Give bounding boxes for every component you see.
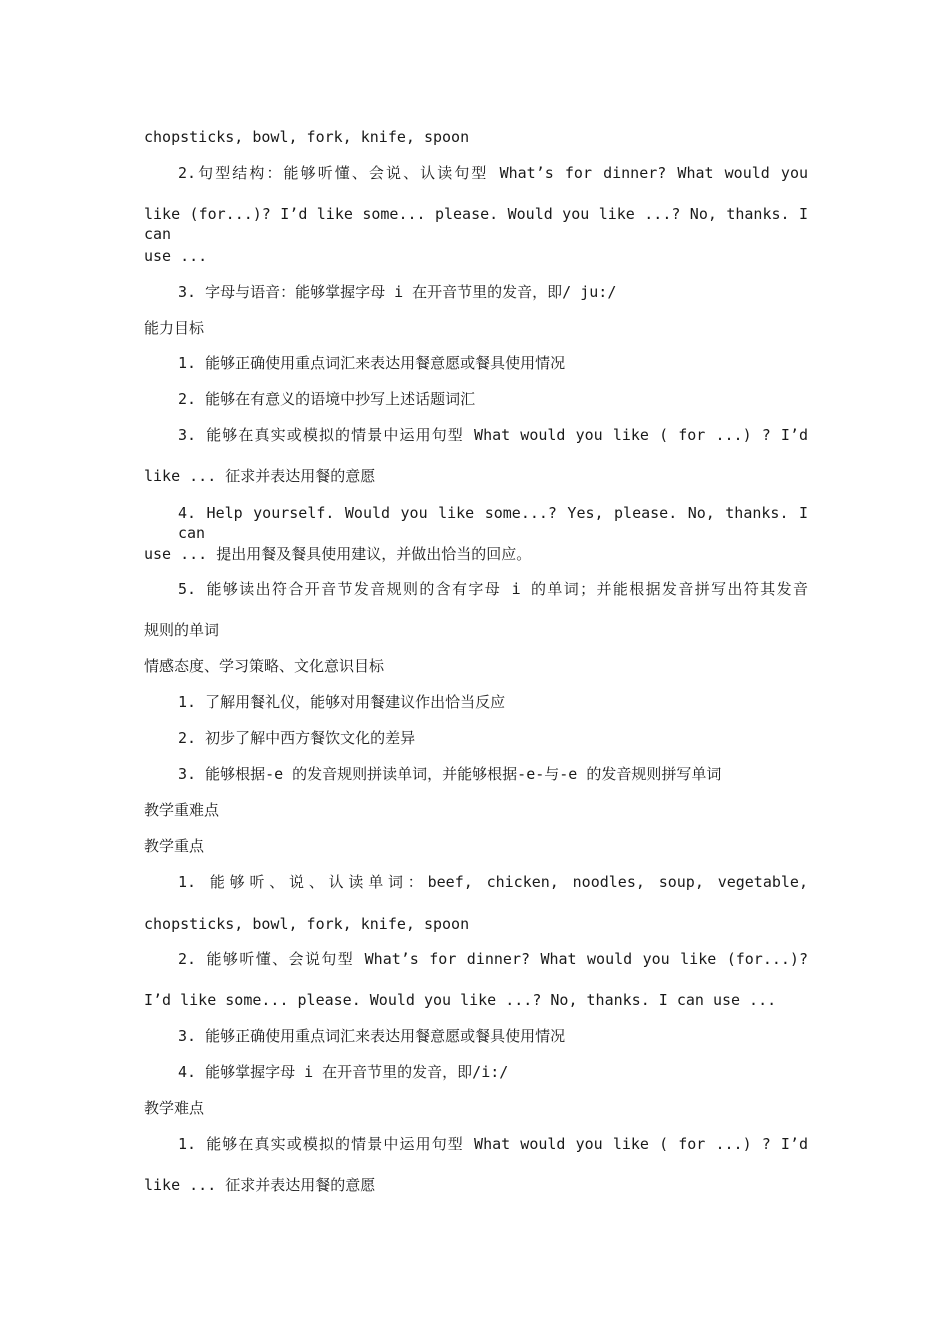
text-line: like ... 征求并表达用餐的意愿 [144, 467, 376, 485]
text-line: 3. 能够在真实或模拟的情景中运用句型 What would you like ( for ...) ? I’d [178, 426, 808, 444]
section-heading: 教学难点 [144, 1099, 205, 1117]
text-line: 3. 能够根据-e 的发音规则拼读单词，并能够根据-e-与-e 的发音规则拼写单词 [178, 765, 722, 783]
text-line: like ... 征求并表达用餐的意愿 [144, 1176, 376, 1194]
text-line: 1. 了解用餐礼仪，能够对用餐建议作出恰当反应 [178, 693, 506, 711]
text-line: use ... 提出用餐及餐具使用建议，并做出恰当的回应。 [144, 545, 532, 563]
text-line: chopsticks, bowl, fork, knife, spoon [144, 915, 470, 933]
section-heading: 情感态度、学习策略、文化意识目标 [144, 657, 385, 675]
section-heading: 能力目标 [144, 319, 205, 337]
text-line: like (for...)? I’d like some... please. Would you like ...? No, thanks. I can [144, 205, 808, 243]
text-line: 1. 能够正确使用重点词汇来表达用餐意愿或餐具使用情况 [178, 354, 566, 372]
section-heading: 教学重点 [144, 837, 205, 855]
text-line: 1. 能够听、说、认读单词：beef, chicken, noodles, soup, vegetable, [178, 873, 808, 891]
text-line: 2. 能够在有意义的语境中抄写上述话题词汇 [178, 390, 476, 408]
text-line: chopsticks, bowl, fork, knife, spoon [144, 128, 470, 146]
text-line: 5. 能够读出符合开音节发音规则的含有字母 i 的单词；并能根据发音拼写出符其发音 [178, 580, 808, 598]
text-line: 规则的单词 [144, 621, 220, 639]
text-line: I’d like some... please. Would you like ...? No, thanks. I can use ... [144, 991, 777, 1009]
text-line: 2. 初步了解中西方餐饮文化的差异 [178, 729, 416, 747]
text-line: 2.句型结构：能够听懂、会说、认读句型 What’s for dinner? What would you [178, 164, 808, 182]
text-line: 2. 能够听懂、会说句型 What’s for dinner? What would you like (for...)? [178, 950, 808, 968]
text-line: 3. 字母与语音：能够掌握字母 i 在开音节里的发音，即/ ju:/ [178, 283, 617, 301]
text-line: 4. 能够掌握字母 i 在开音节里的发音，即/i:/ [178, 1063, 509, 1081]
text-line: 3. 能够正确使用重点词汇来表达用餐意愿或餐具使用情况 [178, 1027, 566, 1045]
text-line: 4. Help yourself. Would you like some...? Yes, please. No, thanks. I can [178, 504, 808, 542]
text-line: use ... [144, 247, 208, 265]
text-line: 1. 能够在真实或模拟的情景中运用句型 What would you like ( for ...) ? I’d [178, 1135, 808, 1153]
section-heading: 教学重难点 [144, 801, 220, 819]
